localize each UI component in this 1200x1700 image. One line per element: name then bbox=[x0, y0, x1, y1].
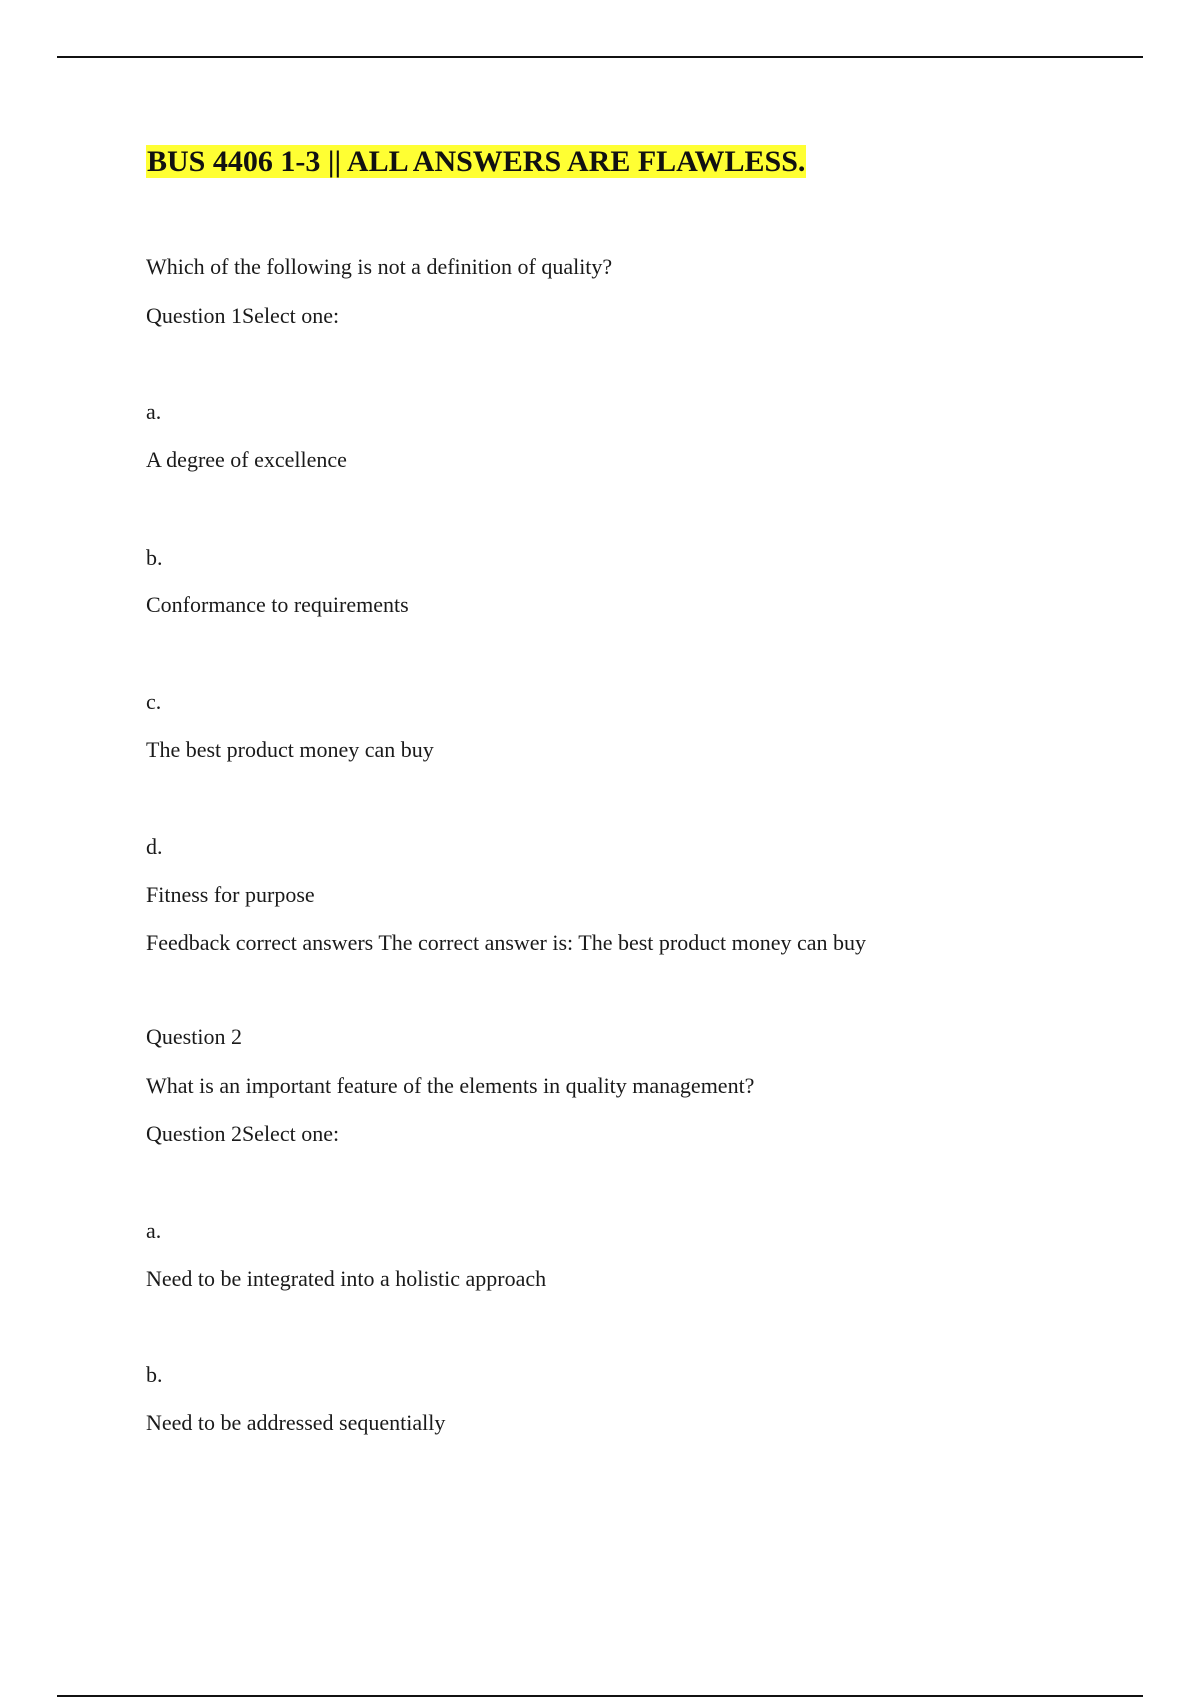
document-title bbox=[146, 144, 806, 180]
question-1-option-c-text: The best product money can buy bbox=[146, 737, 434, 762]
question-2-option-a-text: Need to be integrated into a holistic approach bbox=[146, 1266, 547, 1291]
question-2-option-a-letter: a. bbox=[146, 1218, 162, 1243]
question-2-stem: What is an important feature of the elements in quality management? bbox=[146, 1073, 755, 1098]
question-2-option-b-text: Need to be addressed sequentially bbox=[146, 1410, 446, 1435]
question-1-option-b-text: Conformance to requirements bbox=[146, 592, 409, 617]
question-2-heading: Question 2 bbox=[146, 1024, 242, 1049]
question-1-option-a-letter: a. bbox=[146, 399, 162, 424]
question-1-stem: Which of the following is not a definition of quality? bbox=[146, 254, 613, 279]
question-1-prompt: Question 1Select one: bbox=[146, 303, 340, 328]
question-1-option-c-letter: c. bbox=[146, 689, 162, 714]
question-2-prompt: Question 2Select one: bbox=[146, 1121, 340, 1146]
header-rule bbox=[57, 56, 1143, 58]
question-2-option-b-letter: b. bbox=[146, 1362, 163, 1387]
question-1-option-b-letter: b. bbox=[146, 545, 163, 570]
footer-rule bbox=[57, 1695, 1143, 1697]
question-1-feedback: Feedback correct answers The correct answer is: The best product money can buy bbox=[146, 930, 867, 955]
question-1-option-d-letter: d. bbox=[146, 834, 163, 859]
question-1-option-a-text: A degree of excellence bbox=[146, 447, 347, 472]
question-1-option-d-text: Fitness for purpose bbox=[146, 882, 315, 907]
title-highlight: BUS 4406 1-3 || ALL ANSWERS ARE FLAWLESS. bbox=[147, 145, 806, 178]
